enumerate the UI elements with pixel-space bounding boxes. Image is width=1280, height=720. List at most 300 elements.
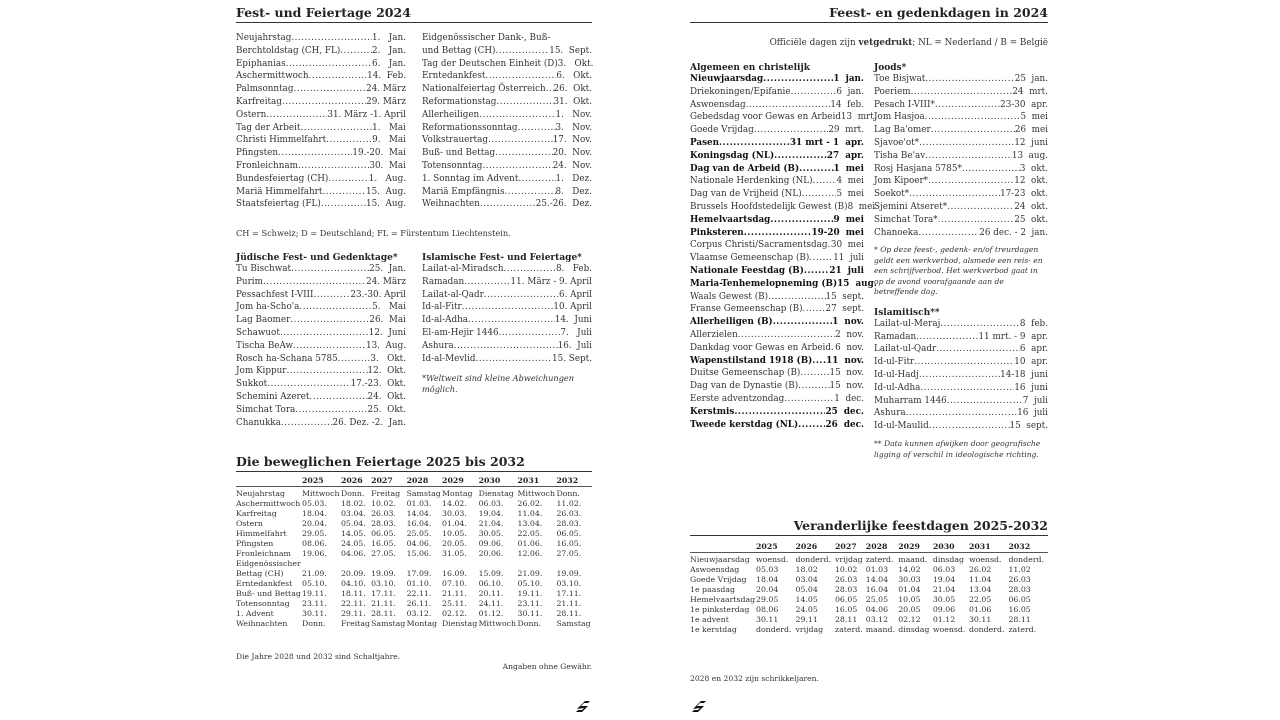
holiday-row — [236, 58, 406, 71]
table-cell: 10.02 — [834, 565, 858, 574]
dot-leader — [298, 160, 369, 173]
dot-leader — [300, 122, 372, 135]
table-cell: 30.05 — [932, 595, 956, 604]
holiday-date: 25. Jan. — [369, 264, 406, 274]
holiday-name: Vlaamse Gemeenschap (B) — [690, 253, 810, 264]
table-row — [236, 529, 592, 539]
holiday-date: 27 apr. — [826, 150, 864, 161]
jewish-title-nl: Joods* — [874, 63, 907, 73]
table-cell: 22.05. — [517, 529, 543, 538]
table-cell: 14.02 — [898, 565, 921, 574]
dot-leader — [928, 175, 1014, 188]
holiday-row — [690, 227, 864, 240]
holiday-date: 8 mei — [847, 201, 876, 212]
table-cell: Donn. — [556, 489, 580, 498]
table-cell: 02.12 — [898, 615, 921, 624]
holiday-row — [874, 395, 1048, 408]
table-cell: 03.04. — [340, 509, 366, 518]
table-cell: donderd. — [795, 555, 831, 564]
year-header: 2027 — [834, 542, 857, 551]
dot-leader — [919, 369, 1000, 382]
table-cell: 14.04. — [406, 509, 432, 518]
holiday-date: 13. Aug. — [365, 340, 406, 351]
holiday-date: 3. Okt. — [370, 353, 406, 364]
table-cell: woensd. — [756, 555, 789, 564]
holiday-name: Wapenstilstand 1918 (B) — [690, 355, 813, 366]
holiday-date: 16 juli — [1017, 408, 1048, 419]
dot-leader — [911, 86, 1013, 99]
table-cell: 10.02. — [371, 499, 396, 508]
table-cell: 06.03 — [932, 565, 956, 574]
table-cell: 01.03 — [865, 565, 889, 574]
table-cell: 17.11. — [371, 589, 396, 598]
holiday-date: 1. Nov. — [555, 109, 592, 120]
holiday-row — [874, 343, 1048, 356]
table-cell: 21.09. — [302, 569, 327, 578]
year-header: 2031 — [968, 542, 991, 551]
dot-leader — [291, 32, 372, 45]
holiday-name: Dag van de Vrijheid (NL) — [690, 189, 802, 200]
table-row — [236, 599, 592, 609]
dot-leader — [338, 353, 371, 366]
dot-leader — [920, 382, 1014, 395]
dot-leader — [813, 175, 837, 188]
year-header: 2032 — [1008, 542, 1031, 551]
table-cell: 30.03 — [898, 575, 921, 584]
table-row — [236, 509, 592, 519]
holiday-name: Id-al-Fitr — [422, 302, 462, 313]
holiday-row — [874, 201, 1048, 214]
holiday-row — [690, 99, 864, 112]
holiday-row — [874, 99, 1048, 112]
holiday-date: 4 mei — [836, 176, 864, 187]
table-cell: 12.06. — [517, 549, 543, 558]
holiday-row — [422, 314, 592, 327]
table-cell: Donn. — [517, 619, 541, 628]
table-cell: 21.11. — [442, 589, 467, 598]
holiday-name: Allerzielen — [690, 329, 738, 340]
islamic-list-nl — [874, 318, 1048, 433]
holiday-date: 9. Mai — [372, 135, 406, 146]
holiday-row — [236, 327, 406, 340]
holiday-row — [690, 329, 864, 342]
dot-leader — [267, 378, 350, 391]
holiday-date: 15. Sept. — [549, 45, 592, 56]
table-cell — [341, 559, 371, 569]
table-cell: 05.04. — [340, 519, 366, 528]
holiday-date: 31. März -1. April — [327, 109, 406, 120]
row-label: Bettag (CH) — [236, 569, 284, 578]
dot-leader — [940, 318, 1020, 331]
holiday-name: Hemelvaartsdag — [690, 214, 771, 225]
holiday-date: 26. Dez. -2. Jan. — [332, 417, 406, 428]
holiday-name: Franse Gemeenschap (B) — [690, 304, 803, 315]
holiday-date: 17. Nov. — [552, 135, 592, 146]
holiday-date: 27 sept. — [825, 304, 864, 315]
leap-note-de: Die Jahre 2028 und 2032 sind Schaltjahre. — [236, 652, 401, 661]
holiday-name: Staatsfeiertag (FL) — [236, 199, 321, 210]
table-cell: 30.03. — [442, 509, 467, 518]
intro-line — [770, 38, 1048, 49]
row-label: Totensonntag — [236, 599, 290, 608]
holiday-name: 1. Sonntag im Advent — [422, 173, 519, 184]
holiday-date: 10. April — [553, 302, 592, 313]
table-cell: 28.11. — [556, 609, 582, 618]
dot-leader — [480, 198, 536, 211]
holiday-name: Ramadan — [874, 331, 917, 342]
leap-note-nl: 2028 en 2032 zijn schrikkeljaren. — [690, 674, 819, 683]
publisher-logo-icon — [690, 698, 708, 714]
holiday-row — [690, 150, 864, 163]
holiday-row — [874, 175, 1048, 188]
holiday-row — [422, 134, 592, 147]
dot-leader — [321, 198, 366, 211]
holiday-name: Nieuwjaarsdag — [690, 74, 764, 84]
holiday-date: 6 nov. — [835, 342, 864, 353]
table-row — [236, 569, 592, 579]
holiday-name: El-am-Hejir 1446 — [422, 327, 499, 338]
holiday-date: 25.-26. Dez. — [535, 199, 592, 210]
holiday-name: Totensonntag — [422, 160, 483, 171]
dot-leader — [936, 343, 1020, 356]
table-cell: 19.06. — [302, 549, 327, 558]
table-row — [236, 609, 592, 619]
row-label: Aschermittwoch — [236, 499, 301, 508]
holiday-name: Epiphanias — [236, 58, 286, 69]
table-cell: 05.03 — [756, 565, 779, 574]
table-cell: 25.05 — [865, 595, 889, 604]
table-cell: vrijdag — [795, 625, 824, 634]
holiday-row — [422, 289, 592, 302]
holiday-row — [690, 124, 864, 137]
holiday-name: Simchat Tora — [236, 404, 296, 415]
table-cell: 31.05. — [442, 549, 467, 558]
holiday-row — [236, 32, 406, 45]
table-cell: 21.11. — [556, 599, 582, 608]
dot-leader — [947, 201, 1014, 214]
holiday-name: Gebedsdag voor Gewas en Arbeid — [690, 112, 841, 123]
dot-leader — [931, 124, 1015, 137]
table-cell: 16.09. — [442, 569, 467, 578]
table-cell: 11.04 — [968, 575, 992, 584]
dot-leader — [462, 301, 554, 314]
holiday-row — [874, 331, 1048, 344]
holiday-row — [236, 134, 406, 147]
dot-leader — [495, 147, 553, 160]
dot-leader — [770, 214, 833, 227]
holiday-date: 7. Juli — [560, 327, 592, 338]
holiday-name: und Bettag (CH) — [422, 45, 496, 56]
holiday-name: Jom Kippur — [236, 366, 287, 377]
holiday-name: Muharram 1446 — [874, 395, 947, 406]
table-cell: donderd. — [756, 625, 792, 634]
dot-leader — [800, 367, 829, 380]
holiday-row — [690, 380, 864, 393]
dot-leader — [278, 147, 352, 160]
holiday-row — [690, 342, 864, 355]
row-label: Weihnachten — [236, 619, 288, 628]
row-label: Erntedankfest — [236, 579, 293, 588]
holiday-row — [690, 188, 864, 201]
holiday-date: 3 okt. — [1019, 163, 1048, 174]
holiday-name: Sjemini Atseret* — [874, 201, 948, 212]
holiday-name: Purim — [236, 276, 263, 287]
holiday-name: Tweede kerstdag (NL) — [690, 419, 799, 430]
table-cell: 27.05. — [371, 549, 396, 558]
dot-leader — [918, 227, 979, 240]
holiday-date: 11. März - 9. April — [510, 276, 592, 287]
holiday-row — [690, 111, 877, 124]
holiday-name: Fronleichnam — [236, 160, 298, 171]
holiday-name: Dankdag voor Gewas en Arbeid — [690, 342, 831, 353]
holiday-date: 14. Juni — [554, 315, 592, 326]
dot-leader — [282, 96, 366, 109]
table-cell: 05.03. — [302, 499, 327, 508]
table-cell: 15.09. — [478, 569, 504, 578]
holiday-date: 15. Sept. — [552, 353, 592, 364]
holiday-name: Goede Vrijdag — [690, 125, 754, 136]
row-label: Goede Vrijdag — [690, 575, 747, 584]
table-cell: 09.06 — [932, 605, 956, 614]
right-page — [690, 0, 1048, 720]
table-cell: 06.03. — [478, 499, 504, 508]
table-cell: 03.10. — [371, 579, 396, 588]
table-cell: Mittwoch — [478, 619, 517, 628]
holiday-row — [690, 163, 864, 176]
dot-leader — [962, 163, 1020, 176]
holiday-date: 6. Jan. — [371, 58, 406, 69]
dot-leader — [485, 70, 556, 83]
table-cell: 20.09. — [340, 569, 366, 578]
table-cell: 26.03. — [371, 509, 396, 518]
holiday-date: 6 jan. — [836, 86, 864, 97]
holiday-row — [236, 263, 406, 276]
holiday-date: 1 mei — [833, 163, 864, 174]
holiday-name: Ashura — [422, 340, 454, 351]
jewish-list-nl — [874, 73, 1048, 239]
holiday-date: 1. Dez. — [555, 173, 592, 184]
holiday-date: 20. Nov. — [552, 148, 592, 159]
dot-leader — [286, 365, 367, 378]
table-cell: 19.04. — [478, 509, 504, 518]
holiday-name: Tu Bischwat — [236, 264, 292, 274]
intro-text: Officiële dagen zijn — [769, 38, 859, 48]
holiday-row — [690, 278, 877, 291]
holiday-name: Schawuot — [236, 327, 280, 338]
table-cell: 03.10. — [556, 579, 582, 588]
holiday-name: Sukkot — [236, 379, 268, 390]
table-cell: 01.06. — [517, 539, 543, 548]
dot-leader — [468, 314, 555, 327]
dot-leader — [322, 186, 366, 199]
disclaimer: Angaben ohne Gewähr. — [502, 662, 592, 671]
holiday-row — [422, 173, 592, 186]
holiday-date: 29 mrt. — [828, 125, 864, 136]
holiday-name: Nationalfeiertag Österreich — [422, 84, 546, 95]
holiday-list-col1 — [236, 32, 406, 211]
holiday-row — [236, 301, 406, 314]
table-row — [236, 539, 592, 549]
holiday-row — [874, 227, 1048, 240]
table-cell: 30.11. — [302, 609, 327, 618]
row-label: Hemelvaartsdag — [690, 595, 756, 604]
table-cell — [479, 559, 518, 569]
holiday-row — [874, 124, 1048, 137]
holiday-row — [690, 239, 864, 252]
holiday-name: Maria-Tenhemelopneming (B) — [690, 278, 838, 289]
holiday-row — [236, 173, 406, 186]
holiday-name: Aschermittwoch — [236, 71, 309, 82]
holiday-date: 24. Nov. — [552, 160, 592, 171]
holiday-name: Karfreitag — [236, 96, 282, 107]
holiday-name: Poeriem — [874, 86, 911, 97]
table-cell: 17.11. — [556, 589, 582, 598]
table-cell: 26.03. — [556, 509, 582, 518]
row-label: Neujahrstag — [236, 489, 286, 498]
holiday-name: Tisha Be'av — [874, 150, 926, 161]
table-cell: 28.03. — [556, 519, 582, 528]
holiday-name: Rosj Hasjana 5785* — [874, 163, 962, 174]
table-cell: 20.06. — [478, 549, 504, 558]
holiday-name: Simchat Tora* — [874, 214, 938, 225]
table-cell: 08.06. — [302, 539, 327, 548]
table-cell: 29.11 — [795, 615, 818, 624]
holiday-name: Kerstmis — [690, 406, 735, 417]
dot-leader — [290, 314, 369, 327]
holiday-date: 2 nov. — [835, 329, 864, 340]
holiday-row — [422, 353, 592, 366]
row-label: 1e pinksterdag — [690, 605, 750, 614]
holiday-date: 11 juli — [833, 253, 864, 264]
holiday-date: 1 jan. — [833, 74, 864, 84]
holiday-date: 24 okt. — [1014, 201, 1048, 212]
table-cell — [407, 559, 442, 569]
holiday-name: Id-ul-Adha — [874, 382, 921, 393]
holiday-name: Reformationssonntag — [422, 122, 518, 133]
dot-leader — [734, 406, 825, 419]
holiday-row — [236, 198, 406, 211]
holiday-name: Lailat-ul-Meraj — [874, 318, 941, 329]
holiday-date: 16. Juli — [557, 340, 592, 351]
holiday-name: Corpus Christi/Sacramentsdag — [690, 240, 828, 251]
holiday-name: Eidgenössischer Dank-, Buß- — [422, 33, 551, 43]
table-cell: 18.11. — [340, 589, 366, 598]
holiday-date: 15 nov. — [829, 381, 864, 392]
movable-title-nl: Veranderlijke feestdagen 2025-2032 — [690, 513, 1048, 536]
intro-bold: vetgedrukt — [858, 38, 913, 48]
holiday-name: Christi Himmelfahrt — [236, 135, 327, 146]
holiday-name: Pasen — [690, 137, 720, 148]
holiday-row — [690, 175, 864, 188]
row-label: Nieuwjaarsdag — [690, 555, 750, 564]
table-cell: Montag — [406, 619, 438, 628]
holiday-row — [236, 404, 406, 417]
dot-leader — [314, 289, 351, 302]
holiday-name: Chanoeka — [874, 227, 919, 238]
dot-leader — [518, 173, 555, 186]
table-cell: 01.03. — [406, 499, 432, 508]
year-header: 2031 — [517, 476, 540, 485]
table-cell: 05.04 — [795, 585, 818, 594]
table-cell: 23.11. — [517, 599, 543, 608]
table-cell: 23.11. — [302, 599, 327, 608]
row-label: Aswoensdag — [690, 565, 740, 574]
table-cell: 28.03 — [834, 585, 858, 594]
holiday-date: 14 feb. — [830, 99, 864, 110]
holiday-date: 10 apr. — [1014, 357, 1048, 368]
row-label: Buß- und Bettag — [236, 589, 301, 598]
holiday-name: Rosch ha-Schana 5785 — [236, 353, 338, 364]
holiday-name: Id-ul-Hadj — [874, 370, 919, 381]
holiday-row — [874, 137, 1048, 150]
table-cell: 16.05. — [556, 539, 582, 548]
table-cell: 20.04. — [302, 519, 327, 528]
holiday-name: Ostern — [236, 109, 267, 120]
page-title-nl: Feest- en gedenkdagen in 2024 — [690, 0, 1048, 23]
holiday-row — [690, 73, 864, 86]
dot-leader — [925, 73, 1014, 86]
holiday-date: 5. Mai — [372, 302, 406, 313]
dot-leader — [784, 393, 834, 406]
dot-leader — [738, 329, 835, 342]
table-cell: Donn. — [340, 489, 365, 498]
holiday-name: Koningsdag (NL) — [690, 150, 775, 161]
table-cell: 20.11. — [478, 589, 504, 598]
table-row — [236, 499, 592, 509]
year-header: 2027 — [371, 476, 393, 485]
row-label: 1e kerstdag — [690, 625, 737, 634]
table-cell: 26.02. — [517, 499, 543, 508]
holiday-date: 1. Mai — [372, 122, 406, 133]
table-cell: 06.05. — [556, 529, 582, 538]
table-cell: 30.11 — [756, 615, 779, 624]
dot-leader — [482, 160, 552, 173]
holiday-row — [422, 301, 592, 314]
dot-leader — [340, 45, 372, 58]
table-cell: 20.05 — [898, 605, 921, 614]
holiday-name: Id-al-Mevlid — [422, 353, 476, 364]
holiday-name: Id-ul-Fitr — [874, 357, 915, 368]
table-cell: 30.05. — [478, 529, 504, 538]
dot-leader — [464, 276, 510, 289]
table-cell: Samstag — [556, 619, 591, 628]
dot-leader — [925, 111, 1021, 124]
table-cell: 01.12 — [932, 615, 956, 624]
holiday-row — [236, 96, 406, 109]
table-cell: zaterd. — [1008, 625, 1037, 634]
holiday-row — [236, 122, 406, 135]
holiday-row — [236, 70, 406, 83]
holiday-row — [422, 276, 592, 289]
holiday-row — [422, 45, 592, 58]
table-row — [690, 595, 1048, 605]
dot-leader — [947, 395, 1023, 408]
table-cell: 19.09. — [556, 569, 582, 578]
dot-leader — [798, 419, 825, 432]
dot-leader — [484, 289, 559, 302]
holiday-name: Berchtoldstag (CH, FL) — [236, 45, 341, 56]
holiday-date: 5 mei — [1020, 112, 1048, 123]
holiday-date: 26 dec. - 2 jan. — [979, 227, 1048, 238]
table-cell: 29.11. — [340, 609, 366, 618]
holiday-name: Jom Hasjoa — [874, 112, 925, 123]
page-title-de: Fest- und Feiertage 2024 — [236, 0, 592, 23]
holiday-row — [236, 340, 406, 353]
table-cell: 25.05. — [406, 529, 432, 538]
holiday-date: 1. Aug. — [368, 173, 406, 184]
holiday-row — [422, 340, 592, 353]
table-cell: Donn. — [302, 619, 326, 628]
